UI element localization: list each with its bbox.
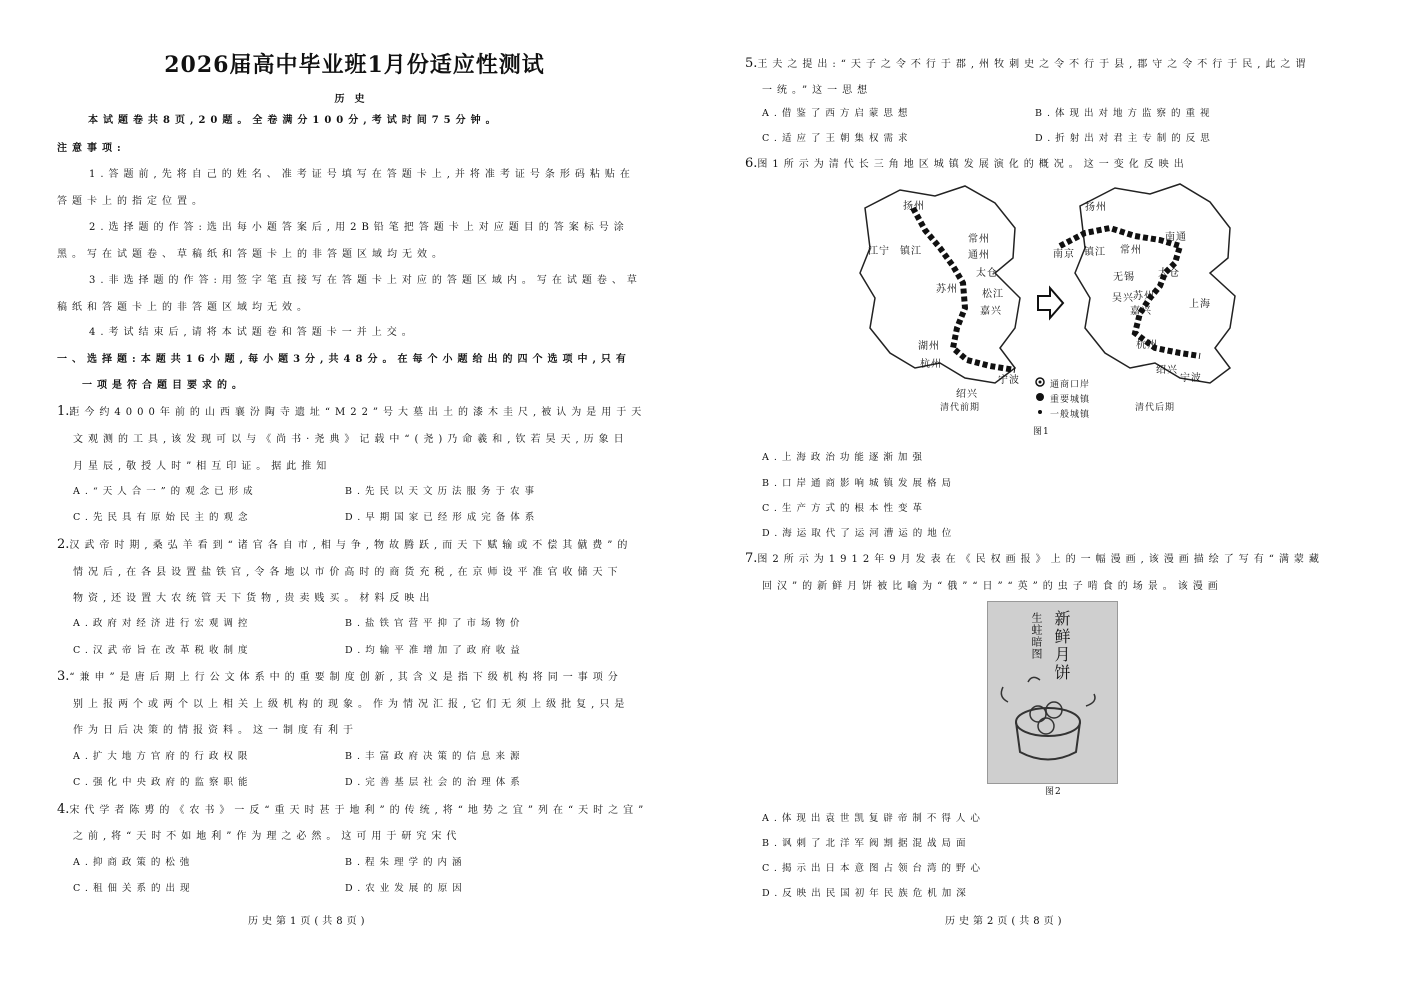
early-city-label: 常州 <box>968 234 990 245</box>
question-text: 物资,还设置大农统管天下货物,贵卖贱买。材料反映出 <box>73 593 435 604</box>
question-3 <box>57 668 623 684</box>
late-city-label: 嘉兴 <box>1130 306 1152 317</box>
question-7 <box>745 550 1324 566</box>
late-city-label: 常州 <box>1120 245 1142 256</box>
late-city-label: 南京 <box>1053 249 1075 260</box>
note-2-line-2: 黑。写在试题卷、草稿纸和答题卡上的非答题区域均无效。 <box>57 249 447 260</box>
plate-icon <box>1016 708 1080 736</box>
question-number: 6. <box>745 156 758 171</box>
question-text: 情况后,在各县设置盐铁官,令各地以市价高时的商货充税,在京师设平准官收储天下 <box>73 567 623 578</box>
early-city-label: 通州 <box>968 250 990 261</box>
map-caption-late: 清代后期 <box>1135 403 1176 413</box>
late-city-label: 南通 <box>1165 232 1187 243</box>
question-text: 别上报两个或两个以上相关上级机构的现象。作为情况汇报,它们无须上级批复,只是 <box>73 699 630 710</box>
option-6c[interactable]: C.生产方式的根本性变革 <box>762 503 927 514</box>
option-2c[interactable]: C.汉武帝旨在改革税收制度 <box>73 645 253 656</box>
question-number: 7. <box>745 551 758 566</box>
note-3-line-1: 3.非选择题的作答:用签字笔直接写在答题卡上对应的答题区域内。写在试题卷、草 <box>89 275 642 286</box>
question-text: 文观测的工具,该发现可以与《尚书·尧典》记载中“(尧)乃命羲和,钦若昊天,历象日 <box>73 434 629 445</box>
option-1b[interactable]: B.先民以天文历法服务于农事 <box>345 486 540 497</box>
option-5d[interactable]: D.折射出对君主专制的反思 <box>1035 133 1215 144</box>
late-city-label: 上海 <box>1189 299 1211 310</box>
question-number: 5. <box>745 56 758 71</box>
late-city-label: 苏州 <box>1133 291 1155 302</box>
early-city-label: 宁波 <box>998 375 1020 386</box>
legend-minor-label: 一般城镇 <box>1050 410 1091 420</box>
bowl-icon <box>1016 722 1080 760</box>
early-city-label: 杭州 <box>920 359 942 370</box>
legend-major-label: 重要城镇 <box>1050 395 1091 405</box>
question-text: 图2所示为1912年9月发表在《民权画报》上的一幅漫画,该漫画描绘了写有“满蒙藏 <box>757 554 1324 565</box>
question-text: 汉武帝时期,桑弘羊看到“诸官各自市,相与争,物故腾跃,而天下赋输或不偿其僦费”的 <box>69 540 633 551</box>
note-3-line-2: 稿纸和答题卡上的非答题区域均无效。 <box>57 302 312 313</box>
early-city-label: 镇江 <box>900 246 922 257</box>
question-text: 作为日后决策的情报资料。这一制度有利于 <box>73 725 358 736</box>
map-caption-early: 清代前期 <box>940 403 981 413</box>
question-1 <box>57 403 646 419</box>
section-heading-line-1: 一、选择题:本题共16小题,每小题3分,共48分。在每个小题给出的四个选项中,只有 <box>57 354 631 365</box>
late-city-label: 镇江 <box>1084 247 1106 258</box>
late-city-label: 绍兴 <box>1156 365 1178 376</box>
notes-heading: 注意事项: <box>57 143 126 154</box>
option-2b[interactable]: B.盐铁官营平抑了市场物价 <box>345 618 525 629</box>
legend-major-icon <box>1036 393 1044 401</box>
note-1-line-1: 1.答题前,先将自己的姓名、准考证号填写在答题卡上,并将准考证号条形码粘贴在 <box>89 169 635 180</box>
question-text: 距今约4000年前的山西襄汾陶寺遗址“M22”号大墓出土的漆木圭尺,被认为是用于天 <box>69 407 647 418</box>
option-7d[interactable]: D.反映出民国初年民族危机加深 <box>762 888 971 899</box>
option-2a[interactable]: A.政府对经济进行宏观调控 <box>73 618 253 629</box>
question-5 <box>745 55 1310 71</box>
question-text: “兼申”是唐后期上行公文体系中的重要制度创新,其含义是指下级机构将同一事项分 <box>69 672 623 683</box>
exam-title: 2026届高中毕业班1月份适应性测试 <box>164 52 545 78</box>
legend-port-dot <box>1039 381 1042 384</box>
option-7c[interactable]: C.揭示出日本意图占领台湾的野心 <box>762 863 985 874</box>
option-3b[interactable]: B.丰富政府决策的信息来源 <box>345 751 525 762</box>
late-city-label: 扬州 <box>1085 202 1107 213</box>
question-text: 之前,将“天时不如地利”作为理之必然。这可用于研究宋代 <box>73 831 462 842</box>
early-city-label: 湖州 <box>918 341 940 352</box>
option-7b[interactable]: B.讽刺了北洋军阀割据混战局面 <box>762 838 971 849</box>
option-4d[interactable]: D.农业发展的原因 <box>345 883 467 894</box>
early-city-label: 太仓 <box>976 268 998 279</box>
mooncake-icon <box>1046 702 1062 718</box>
note-4-line-1: 4.考试结束后,请将本试题卷和答题卡一并上交。 <box>89 327 417 338</box>
option-5c[interactable]: C.适应了王朝集权需求 <box>762 133 913 144</box>
page-footer: 历史第1页(共8页) <box>248 916 369 927</box>
cartoon-side-text: 生蛀暗图 <box>1030 612 1043 660</box>
option-3d[interactable]: D.完善基层社会的治理体系 <box>345 777 525 788</box>
option-6a[interactable]: A.上海政治功能逐渐加强 <box>762 452 927 463</box>
note-2-line-1: 2.选择题的作答:选出每小题答案后,用2B铅笔把答题卡上对应题目的答案标号涂 <box>89 222 629 233</box>
early-city-label: 嘉兴 <box>980 306 1002 317</box>
mooncake-icon <box>1038 718 1054 734</box>
question-text: 宋代学者陈旉的《农书》一反“重天时甚于地利”的传统,将“地势之宜”列在“天时之宜” <box>69 805 649 816</box>
figure-2-cartoon <box>987 601 1118 784</box>
option-3c[interactable]: C.强化中央政府的监察职能 <box>73 777 253 788</box>
question-text: 王夫之提出:“天子之令不行于郡,州牧刺史之令不行于县,郡守之令不行于民,此之谓 <box>757 59 1311 70</box>
late-city-label: 杭州 <box>1136 340 1158 351</box>
option-1c[interactable]: C.先民具有原始民主的观念 <box>73 512 253 523</box>
question-text: 回汉”的新鲜月饼被比喻为“俄”“日”“英”的虫子啃食的场景。该漫画 <box>762 581 1223 592</box>
question-number: 3. <box>57 669 70 684</box>
page-footer: 历史第2页(共8页) <box>945 916 1066 927</box>
late-city-label: 太仓 <box>1158 268 1180 279</box>
option-6b[interactable]: B.口岸通商影响城镇发展格局 <box>762 478 957 489</box>
question-number: 1. <box>57 404 70 419</box>
region-outline-late <box>1075 184 1235 383</box>
note-1-line-2: 答题卡上的指定位置。 <box>57 196 207 207</box>
option-6d[interactable]: D.海运取代了运河漕运的地位 <box>762 528 957 539</box>
section-heading-line-2: 一项是符合题目要求的。 <box>82 380 247 391</box>
bug-icon <box>1086 694 1095 706</box>
late-city-label: 吴兴 <box>1112 293 1134 304</box>
figure-2-label: 图2 <box>1045 787 1062 797</box>
option-1a[interactable]: A.“天人合一”的观念已形成 <box>73 486 258 497</box>
figure-1-label: 图1 <box>1033 427 1050 437</box>
question-number: 4. <box>57 802 70 817</box>
option-4c[interactable]: C.租佃关系的出现 <box>73 883 195 894</box>
late-city-label: 无锡 <box>1113 272 1135 283</box>
early-city-label: 江宁 <box>868 246 890 257</box>
early-city-label: 松江 <box>982 289 1004 300</box>
subject-label: 历史 <box>334 94 375 105</box>
option-2d[interactable]: D.均输平准增加了政府收益 <box>345 645 525 656</box>
question-6 <box>745 155 1189 171</box>
legend-minor-icon <box>1038 410 1042 414</box>
bug-icon <box>1001 687 1008 702</box>
option-7a[interactable]: A.体现出袁世凯复辟帝制不得人心 <box>762 813 985 824</box>
question-text: 月星辰,敬授人时”相互印证。据此推知 <box>73 461 332 472</box>
option-5a[interactable]: A.借鉴了西方启蒙思想 <box>762 108 913 119</box>
early-city-label: 绍兴 <box>956 389 978 400</box>
question-4 <box>57 801 648 817</box>
question-text: 图1所示为清代长三角地区城镇发展演化的概况。这一变化反映出 <box>757 159 1189 170</box>
option-4b[interactable]: B.程朱理学的内涵 <box>345 857 467 868</box>
legend-port-label: 通商口岸 <box>1050 380 1091 390</box>
option-4a[interactable]: A.抑商政策的松弛 <box>73 857 195 868</box>
early-city-label: 苏州 <box>936 284 958 295</box>
arrow-icon <box>1038 288 1063 318</box>
question-text: 一统。”这一思想 <box>762 85 873 96</box>
question-number: 2. <box>57 537 70 552</box>
option-1d[interactable]: D.早期国家已经形成完备体系 <box>345 512 540 523</box>
option-5b[interactable]: B.体现出对地方监察的重视 <box>1035 108 1215 119</box>
bug-icon <box>1028 677 1040 682</box>
late-city-label: 宁波 <box>1180 373 1202 384</box>
exam-intro: 本试题卷共8页,20题。全卷满分100分,考试时间75分钟。 <box>88 115 501 126</box>
option-3a[interactable]: A.扩大地方官府的行政权限 <box>73 751 253 762</box>
question-2 <box>57 536 632 552</box>
early-city-label: 扬州 <box>903 201 925 212</box>
cartoon-title: 新鲜月饼 <box>1052 610 1071 682</box>
